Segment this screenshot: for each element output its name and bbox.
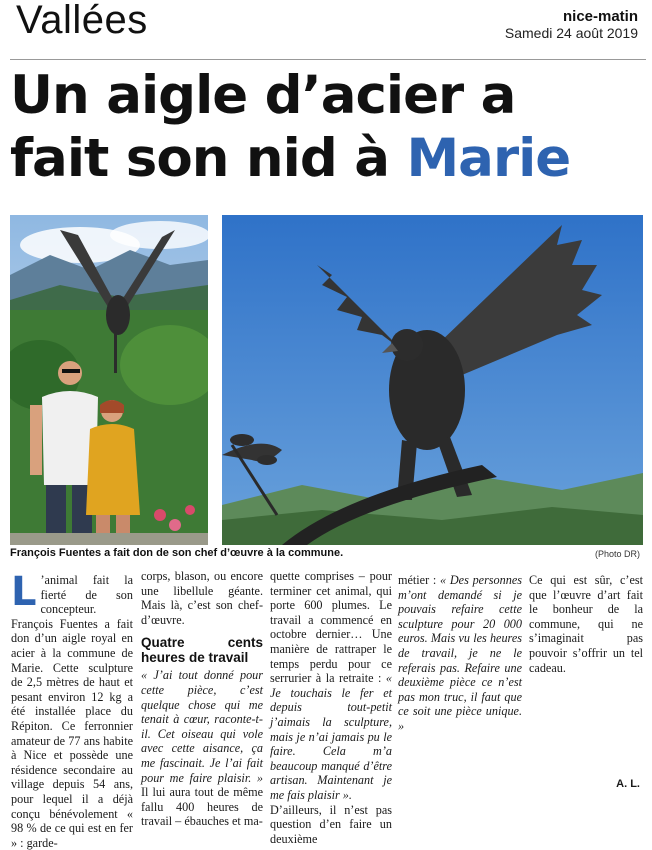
headline-line-2: fait son nid à xyxy=(10,128,407,189)
newspaper-name: nice-matin xyxy=(562,8,638,25)
photo-caption: François Fuentes a fait don de son chef d’œuvre à la commune. xyxy=(10,547,344,559)
couple-photo-illustration xyxy=(10,215,208,545)
article-column-5 xyxy=(529,573,643,675)
article-column-1 xyxy=(11,569,133,850)
article-subheading: Quatre cents heures de travail xyxy=(141,635,263,666)
photo-credit: (Photo DR) xyxy=(594,549,640,559)
column-2-intro: corps, blason, ou encore une libellule géante. Mais là, c’est son chef-d’œuvre. xyxy=(141,569,263,627)
header-rule xyxy=(10,59,646,60)
author-signature: A. L. xyxy=(616,778,640,790)
article-headline xyxy=(10,64,650,190)
column-2-text: Il lui aura tout de même fallu 400 heures de travail – ébauches et ma- xyxy=(141,785,263,829)
column-4-text: métier : xyxy=(398,573,441,587)
column-2-quote: « J’ai tout donné pour cette pièce, c’est quelque chose qui me tenait à cœur, raconte-t-il. Cet oiseau qui vole avec cette aisance, ça me fascinait. Je l’ai fait pour me faire plaisir. » xyxy=(141,668,263,785)
column-5-text: Ce qui est sûr, c’est que l’œuvre d’art fait le bonheur de la commune, qui ne s’imaginait pas pouvoir s’offrir un tel cadeau. xyxy=(529,573,643,675)
column-3-text: quette comprises – pour terminer cet animal, qui porte 600 plumes. Le travail a commencé en octobre dernier… Une manière de rattraper le temps perdu pour ce serrurier à la retraite : xyxy=(270,569,392,686)
article-column-3 xyxy=(270,569,392,846)
section-title: Vallées xyxy=(16,0,148,42)
drop-cap: L xyxy=(11,569,37,615)
headline-line-1: Un aigle d’acier a xyxy=(10,65,516,126)
photo-couple-with-eagle xyxy=(10,215,208,545)
column-4-quote: « Des personnes m’ont demandé si je pouvais refaire cette sculpture pour 20 000 euros. Mais vu les heures de travail, je ne le referais pas. Refaire une deuxième pièce ce n’est pas mon truc, il faut que ce soit une pièce unique. » xyxy=(398,573,522,733)
eagle-photo-illustration xyxy=(222,215,643,545)
column-1-text: ’animal fait la fierté de son concepteur. François Fuentes a fait don d’un aigle royal en acier à la commune de Marie. Cette sculpture de 2,5 mètres de haut et pesant environ 12 kg a été installée place du Répiton. Ce ferronnier amateur de 77 ans habite à Nice et possède une résidence secondaire au village depuis 54 ans, pour lequel il a déjà conçu bénévolement « 98 % de ce qui est en fer » : garde- xyxy=(11,573,133,850)
publication-date: Samedi 24 août 2019 xyxy=(504,25,638,41)
photo-eagle-sculpture xyxy=(222,215,643,545)
article-column-2 xyxy=(141,569,263,829)
article-column-4 xyxy=(398,573,522,734)
headline-accent: Marie xyxy=(406,128,571,189)
column-3-quote: « Je touchais le fer et depuis tout-petit j’aimais la sculpture, mais je n’ai jamais pu le faire. Cela m’a beaucoup manqué d’être artisan. Maintenant je me fais plaisir ». xyxy=(270,671,392,802)
column-3-continuation: D’ailleurs, il n’est pas question d’en faire un deuxième xyxy=(270,802,392,846)
